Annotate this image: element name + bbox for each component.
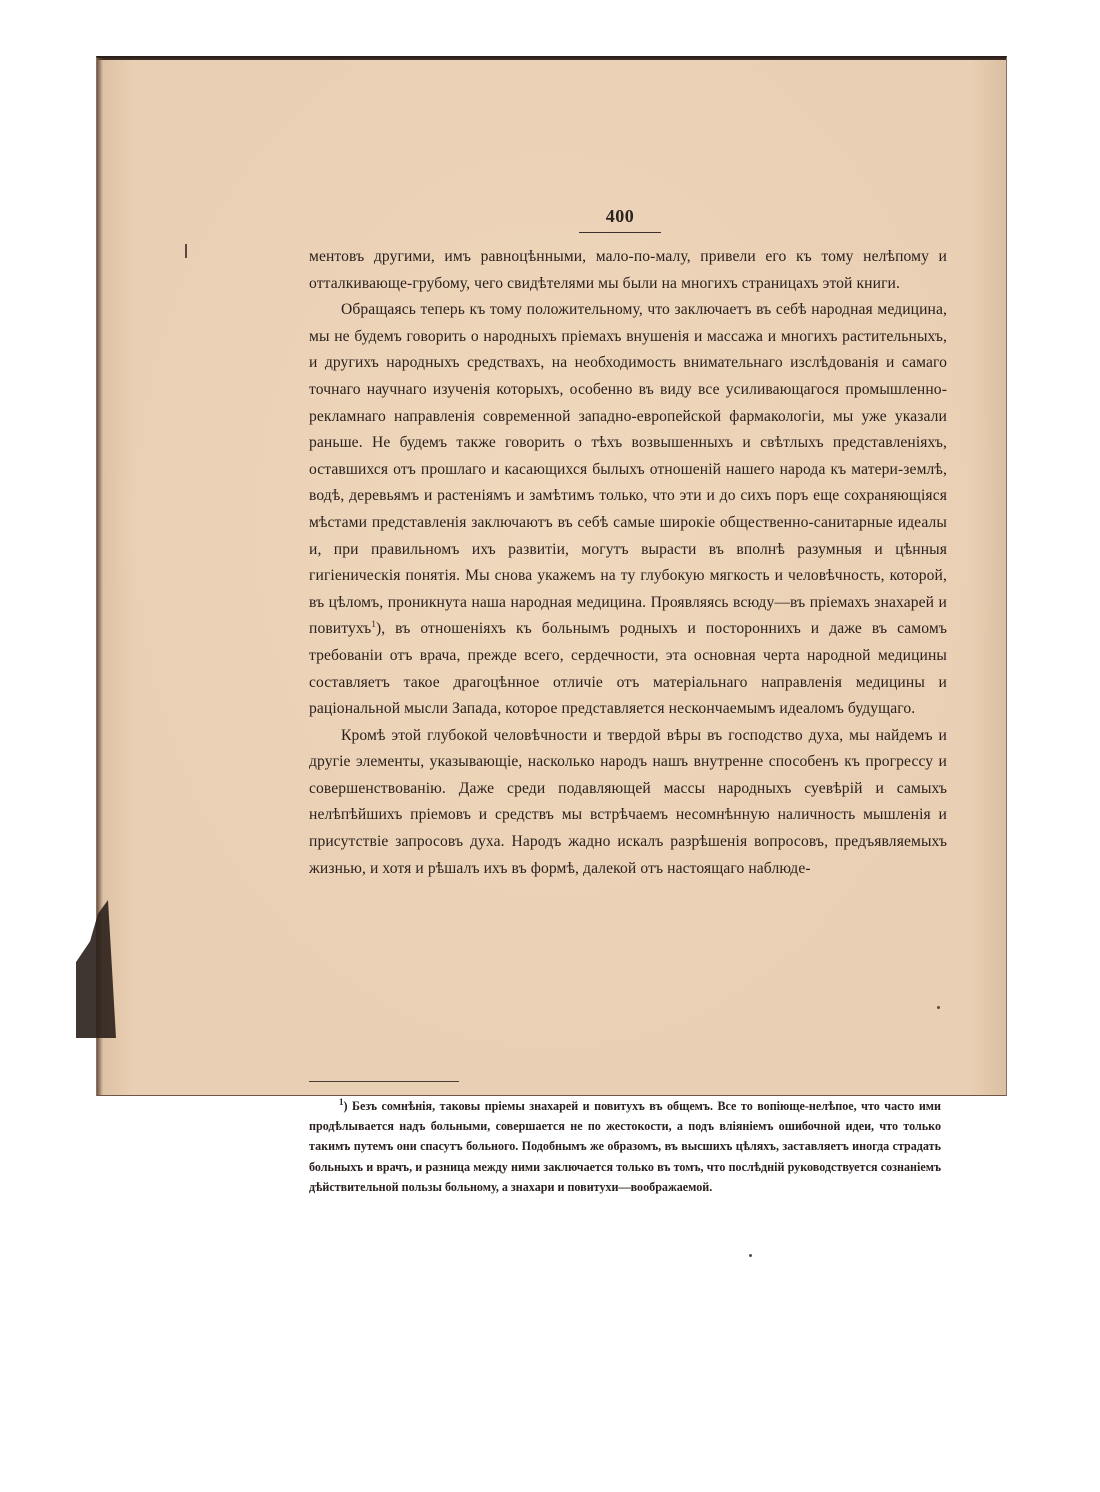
paper-speck bbox=[749, 1254, 752, 1257]
body-text bbox=[309, 244, 947, 882]
scanned-page bbox=[96, 56, 1007, 1194]
paragraph-2 bbox=[309, 297, 947, 723]
paragraph-2-part-a: Обращаясь теперь къ тому положительному, что заключаетъ въ себѣ народная медицина, мы не будемъ говорить о народныхъ пріемахъ внушенія и массажа и многихъ растительныхъ, и другихъ народныхъ средствахъ, на необходимость внимательнаго изслѣдованія и самаго точнаго научнаго изученія которыхъ, особенно въ виду все усиливающагося промышленно-рекламнаго направленія современной западно-европейской фармакологіи, мы уже указали раньше. Не будемъ также говорить о тѣхъ возвышенныхъ и свѣтлыхъ представленіяхъ, оставшихся отъ прошлаго и касающихся былыхъ отношеній нашего народа къ матери-землѣ, водѣ, деревьямъ и растеніямъ и замѣтимъ только, что эти и до сихъ поръ еще сохраняющіяся мѣстами представленія заключаютъ въ себѣ самые широкіе общественно-санитарные идеалы и, при правильномъ ихъ развитіи, могутъ вырасти въ вполнѣ разумныя и цѣнныя гигіеническія понятія. Мы снова укажемъ на ту глубокую мягкость и человѣчность, которой, въ цѣломъ, проникнута наша народная медицина. Проявляясь всюду—въ пріемахъ знахарей и повитухъ bbox=[309, 301, 947, 638]
footnote-text: ) Безъ сомнѣнія, таковы пріемы знахарей и повитухъ въ общемъ. Все то вопіюще-нелѣпое, что часто ими продѣлывается надъ больными, совершается не по жестокости, а подъ вліяніемъ ошибочной идеи, что только такимъ путемъ они спасутъ больного. Подобнымъ же образомъ, въ высшихъ цѣляхъ, заставляетъ иногда страдать больныхъ и врачъ, и разница между ними заключается только въ томъ, что послѣдній руководствуется сознаніемъ дѣйствительной пользы больному, а знахари и повитухи—воображаемой. bbox=[309, 1099, 941, 1194]
footnote-rule bbox=[309, 1081, 459, 1082]
page-number-rule bbox=[579, 232, 661, 233]
footnote bbox=[309, 1096, 941, 1197]
paragraph-3: Кромѣ этой глубокой человѣчности и твердой вѣры въ господство духа, мы найдемъ и другіе элементы, указывающіе, насколько народъ нашъ внутренне способенъ къ прогрессу и совершенствованію. Даже среди подавляющей массы народныхъ суевѣрій и самыхъ нелѣпѣйшихъ пріемовъ и средствъ мы встрѣчаемъ несомнѣнную наличность мышленія и присутствіе запросовъ духа. Народъ жадно искалъ разрѣшенія вопросовъ, предъявляемыхъ жизнью, и хотя и рѣшалъ ихъ въ формѣ, далекой отъ настоящаго наблюде- bbox=[309, 726, 947, 877]
paragraph-2-part-b: ), въ отношеніяхъ къ больнымъ родныхъ и постороннихъ и даже въ самомъ требованіи отъ врача, прежде всего, сердечности, эта основная черта народной медицины составляетъ такое драгоцѣнное отличіе отъ матеріальнаго направленія медицины и раціональной мысли Запада, которое представляется нескончаемымъ идеаломъ будущаго. bbox=[309, 620, 947, 718]
footnote-reference: 1 bbox=[371, 619, 376, 630]
footnote-mark: 1 bbox=[339, 1096, 344, 1107]
page-number: 400 bbox=[605, 206, 635, 226]
paper-speck bbox=[937, 1006, 940, 1009]
margin-mark bbox=[185, 244, 187, 258]
paragraph-1: ментовъ другими, имъ равноцѣнными, мало-по-малу, привели его къ тому нелѣпому и отталкивающе-грубому, чего свидѣтелями мы были на многихъ страницахъ этой книги. bbox=[309, 248, 947, 292]
